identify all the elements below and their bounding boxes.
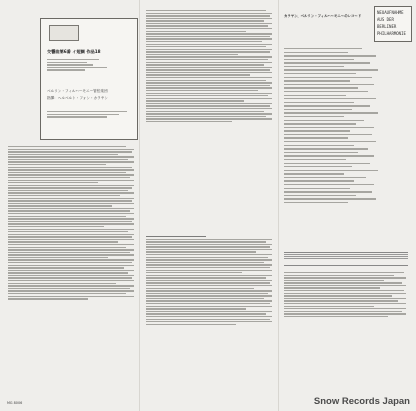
discography-list	[284, 48, 408, 203]
stamp-line: BERLINER	[377, 24, 397, 29]
record-label-plate	[40, 18, 138, 140]
sidebar-heading: カラヤン、ベルリン・フィルハーモニーのレコード	[284, 14, 362, 18]
music-score-excerpt	[284, 252, 408, 266]
movement-list	[47, 59, 117, 71]
stamp-line: NEUAUFNAHME	[377, 10, 404, 15]
column-fold	[139, 0, 140, 411]
middle-body-text-bottom	[146, 236, 274, 325]
catalog-number: MG 8006	[7, 401, 23, 405]
conductor-credit: 指揮：ヘルベルト・フォン・カラヤン	[47, 96, 108, 100]
right-body-text-bottom	[284, 272, 408, 317]
orchestra-credit: ベルリン・フィルハーモニー管弦楽団	[47, 89, 108, 93]
work-title: 交響曲第6番 イ短調 作品18	[47, 49, 101, 54]
stamp-line: PHILHARMONIE	[377, 31, 406, 36]
middle-body-text-top	[146, 10, 274, 122]
watermark: Snow Records Japan	[313, 396, 410, 407]
label-fineprint	[47, 111, 131, 118]
left-body-text	[8, 146, 136, 300]
dg-logo	[49, 25, 79, 41]
column-fold	[278, 0, 279, 411]
stamp-line: AUS DER	[377, 17, 394, 22]
release-stamp	[374, 6, 412, 42]
